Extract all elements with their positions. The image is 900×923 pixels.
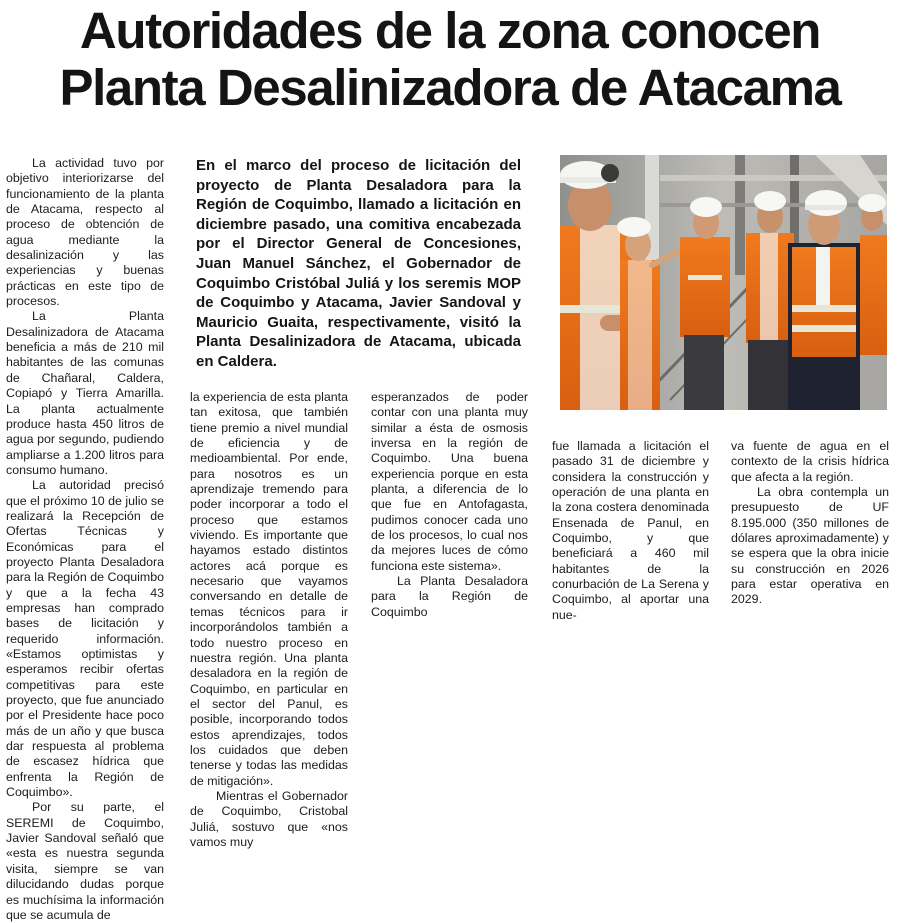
paragraph: La actividad tuvo por objetivo interiorizarse del funcionamiento de la planta de Atacama, respecto al proceso de obtención de agua mediante la desalinización y las experiencias y buenas prácticas en este tipo de procesos. [6, 156, 164, 309]
headline [0, 2, 900, 116]
headline-line-1: Autoridades de la zona conocen [79, 2, 821, 59]
article-column-5 [731, 439, 889, 607]
paragraph: esperanzados de poder contar con una planta muy similar a ésta de osmosis inversa en la región de Coquimbo. Una buena experiencia porque en esta planta, a diferencia de lo que fue en Antofagasta, pudimos conocer cada uno de los procesos, lo cual nos da mejores luces de cómo funciona este sistema». [371, 390, 528, 573]
photo-officials-visit [560, 155, 887, 410]
article-column-3 [371, 390, 528, 619]
paragraph: Por su parte, el SEREMI de Coquimbo, Javier Sandoval señaló que «esta es nuestra segunda visita, siempre se van dilucidando dudas porque es muchísima la información que se acumula de [6, 800, 164, 922]
paragraph: La Planta Desalinizadora de Atacama beneficia a más de 210 mil habitantes de las comunas de Chañaral, Caldera, Copiapó y Tierra Amarilla. La planta actualmente produce hasta 450 litros de agua por segundo, pudiendo ampliarse a 1.200 litros para consumo humano. [6, 309, 164, 477]
article-column-2 [190, 390, 348, 849]
article-column-1 [6, 156, 164, 922]
paragraph: Mientras el Gobernador de Coquimbo, Cristobal Juliá, sostuvo que «nos vamos muy [190, 788, 348, 849]
paragraph: fue llamada a licitación el pasado 31 de diciembre y considera la construcción y operación de una planta en la zona costera denominada Ensenada de Panul, en Coquimbo, y que beneficiará a 460 mil habitantes de la conurbación de La Serena y Coquimbo, al aportar una nue- [552, 439, 709, 622]
paragraph: La autoridad precisó que el próximo 10 de julio se realizará la Recepción de Ofertas Técnicas y Económicas para el proyecto Planta Desaladora para la Región de Coquimbo y que a la fecha 43 empresas han comprado bases de licitación y requerido información. «Estamos optimistas y esperamos recibir ofertas competitivas para este proyecto, que fue anunciado por el Presidente hace poco más de un año y que busca dar respuesta al problema de escasez hídrica que enfrenta la Región de Coquimbo». [6, 478, 164, 800]
article-column-4 [552, 439, 709, 622]
paragraph: La obra contempla un presupuesto de UF 8.195.000 (350 millones de dólares aproximadamente) y se espera que la obra inicie su construcción en 2026 para estar operativa en 2029. [731, 485, 889, 607]
headline-line-2: Planta Desalinizadora de Atacama [59, 59, 841, 116]
paragraph: la experiencia de esta planta tan exitosa, que también tiene premio a nivel mundial de eficiencia y de medioambiental. Por ende, para nosotros es un aprendizaje tremendo para poder incorporar a todo el proceso que estamos viviendo. Es importante que hayamos estado distintos actores acá porque es necesario que vayamos conversando en detalle de temas técnicos para ir incorporándolos también a todo nuestro proceso en nuestra región. Una planta desaladora en la región de Coquimbo, en particular en el sector del Panul, es posible, incorporando todos estos aprendizajes, todos los cuidados que deben tenerse y todas las medidas de mitigación». [190, 390, 348, 788]
lead-paragraph: En el marco del proceso de licitación del proyecto de Planta Desaladora para la Región de Coquimbo, llamado a licitación en diciembre pasado, una comitiva encabezada por el Director General de Concesiones, Juan Manuel Sánchez, el Gobernador de Coquimbo Cristóbal Juliá y los seremis MOP de Coquimbo y Atacama, Javier Sandoval y Mauricio Guaita, respectivamente, visitó la Planta Desalinizadora de Atacama, ubicada en Caldera. [196, 157, 521, 370]
paragraph: va fuente de agua en el contexto de la crisis hídrica que afecta a la región. [731, 439, 889, 484]
paragraph: La Planta Desaladora para la Región de Coquimbo [371, 574, 528, 619]
